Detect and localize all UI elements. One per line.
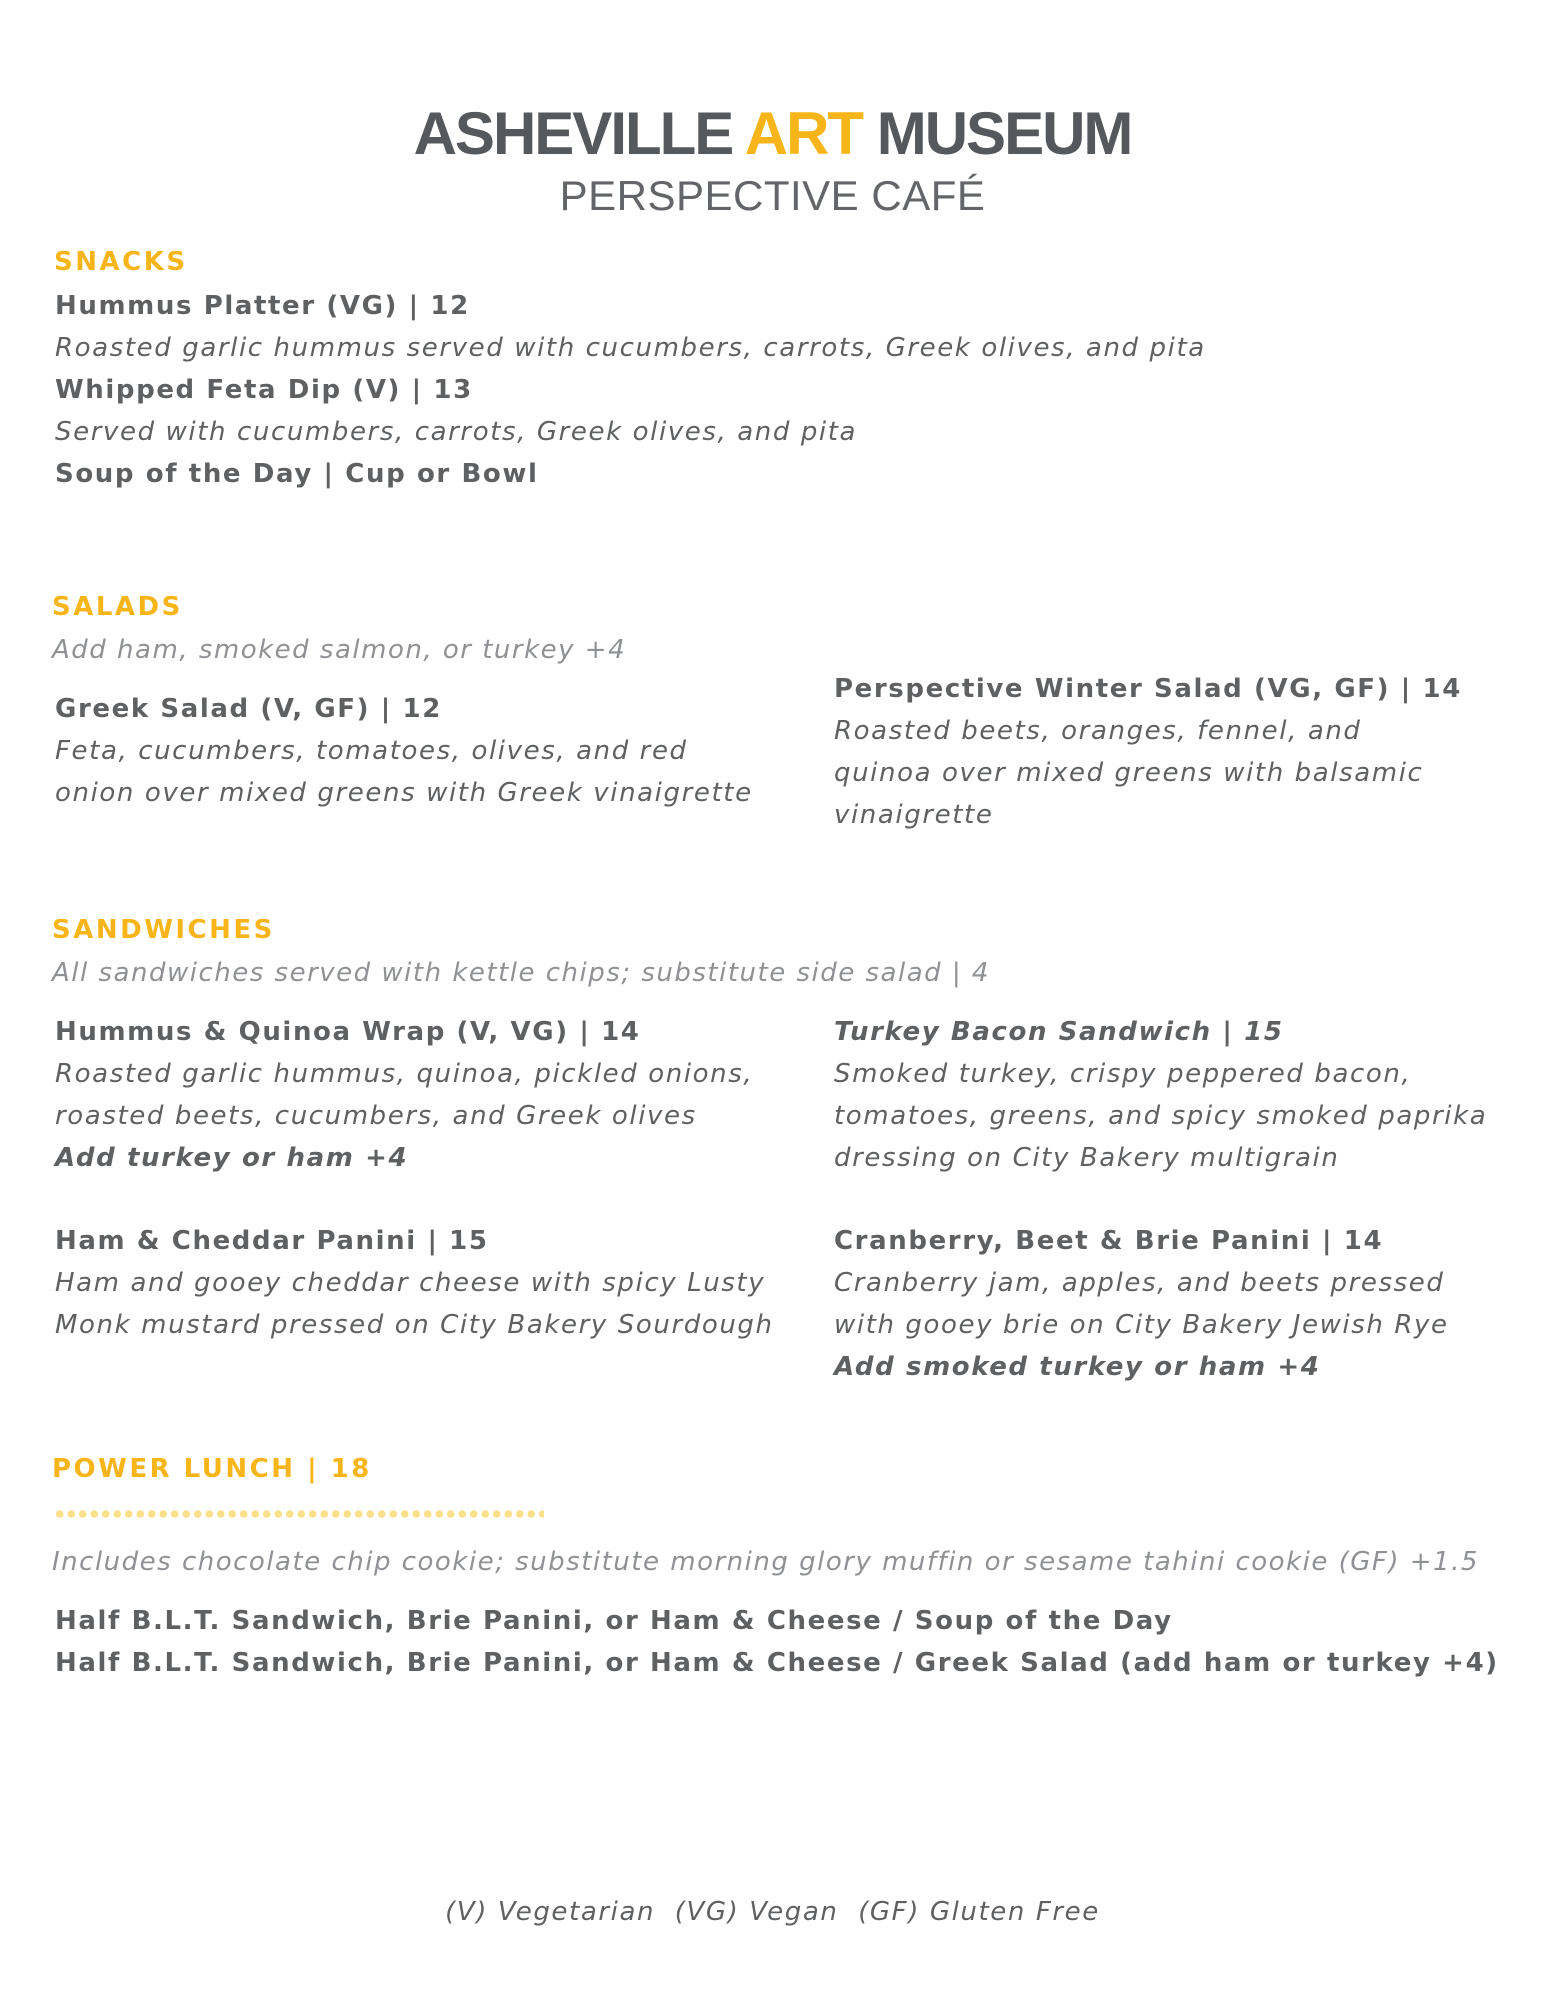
sandwich-item-desc: Smoked turkey, crispy peppered bacon, tomatoes, greens, and spicy smoked paprika dressing on City Bakery multigrain — [834, 1059, 1488, 1173]
dietary-legend: (V) Vegetarian (VG) Vegan (GF) Gluten Free — [445, 1897, 1100, 1927]
snack-item-desc: Served with cucumbers, carrots, Greek olives, and pita — [55, 417, 858, 447]
power-lunch-option: Half B.L.T. Sandwich, Brie Panini, or Ham & Cheese / Soup of the Day — [55, 1606, 1173, 1636]
sandwich-item-desc: Cranberry jam, apples, and beets pressed with gooey brie on City Bakery Jewish Rye — [834, 1268, 1449, 1340]
power-lunch-option: Half B.L.T. Sandwich, Brie Panini, or Ham & Cheese / Greek Salad (add ham or turkey +4) — [55, 1648, 1499, 1678]
sandwich-item-desc: Ham and gooey cheddar cheese with spicy Lusty Monk mustard pressed on City Bakery Sourdough — [55, 1268, 774, 1340]
salad-item-winter — [834, 668, 1462, 836]
power-lunch-heading: POWER LUNCH | 18 — [52, 1454, 372, 1484]
sandwich-item-cranberry-brie — [834, 1220, 1514, 1388]
sandwiches-heading: SANDWICHES — [52, 915, 275, 945]
sandwich-item-addon: Add smoked turkey or ham +4 — [834, 1352, 1321, 1382]
cafe-subtitle: PERSPECTIVE CAFÉ — [559, 172, 986, 219]
snack-item-title: Soup of the Day | Cup or Bowl — [55, 459, 539, 489]
title-part2: MUSEUM — [862, 100, 1132, 167]
sandwich-item-ham-cheddar — [55, 1220, 775, 1346]
power-lunch-options — [55, 1600, 1499, 1684]
sandwich-item-title: Hummus & Quinoa Wrap (V, VG) | 14 — [55, 1017, 641, 1047]
sandwich-item-title: Ham & Cheddar Panini | 15 — [55, 1226, 489, 1256]
salads-heading: SALADS — [52, 592, 183, 622]
sandwiches-note: All sandwiches served with kettle chips; substitute side salad | 4 — [52, 958, 990, 988]
sandwich-item-title: Cranberry, Beet & Brie Panini | 14 — [834, 1226, 1384, 1256]
title-accent: ART — [744, 100, 863, 167]
snacks-heading: SNACKS — [54, 247, 188, 277]
snack-item-desc: Roasted garlic hummus served with cucumbers, carrots, Greek olives, and pita — [55, 333, 1206, 363]
salad-item-desc: Roasted beets, oranges, fennel, and quinoa over mixed greens with balsamic vinaigrette — [834, 716, 1424, 830]
snack-item-title: Hummus Platter (VG) | 12 — [55, 291, 470, 321]
salad-item-title: Greek Salad (V, GF) | 12 — [55, 694, 442, 724]
power-lunch-note: Includes chocolate chip cookie; substitute morning glory muffin or sesame tahini cookie (GF) +1.5 — [52, 1547, 1479, 1577]
salad-item-title: Perspective Winter Salad (VG, GF) | 14 — [834, 674, 1462, 704]
salad-item-desc: Feta, cucumbers, tomatoes, olives, and red onion over mixed greens with Greek vinaigrette — [55, 736, 753, 808]
snack-item-title: Whipped Feta Dip (V) | 13 — [55, 375, 473, 405]
snacks-list — [55, 285, 1455, 495]
salad-item-greek — [55, 688, 775, 814]
sandwich-item-hummus-wrap — [55, 1011, 775, 1179]
title-part1: ASHEVILLE — [413, 100, 745, 167]
sandwich-item-title: Turkey Bacon Sandwich | 15 — [834, 1017, 1284, 1047]
sandwich-item-desc: Roasted garlic hummus, quinoa, pickled onions, roasted beets, cucumbers, and Greek olives — [55, 1059, 754, 1131]
dotted-divider — [54, 1510, 544, 1518]
sandwich-item-turkey-bacon — [834, 1011, 1494, 1179]
sandwich-item-addon: Add turkey or ham +4 — [55, 1143, 409, 1173]
museum-title — [0, 96, 1545, 172]
salads-note: Add ham, smoked salmon, or turkey +4 — [52, 635, 627, 665]
